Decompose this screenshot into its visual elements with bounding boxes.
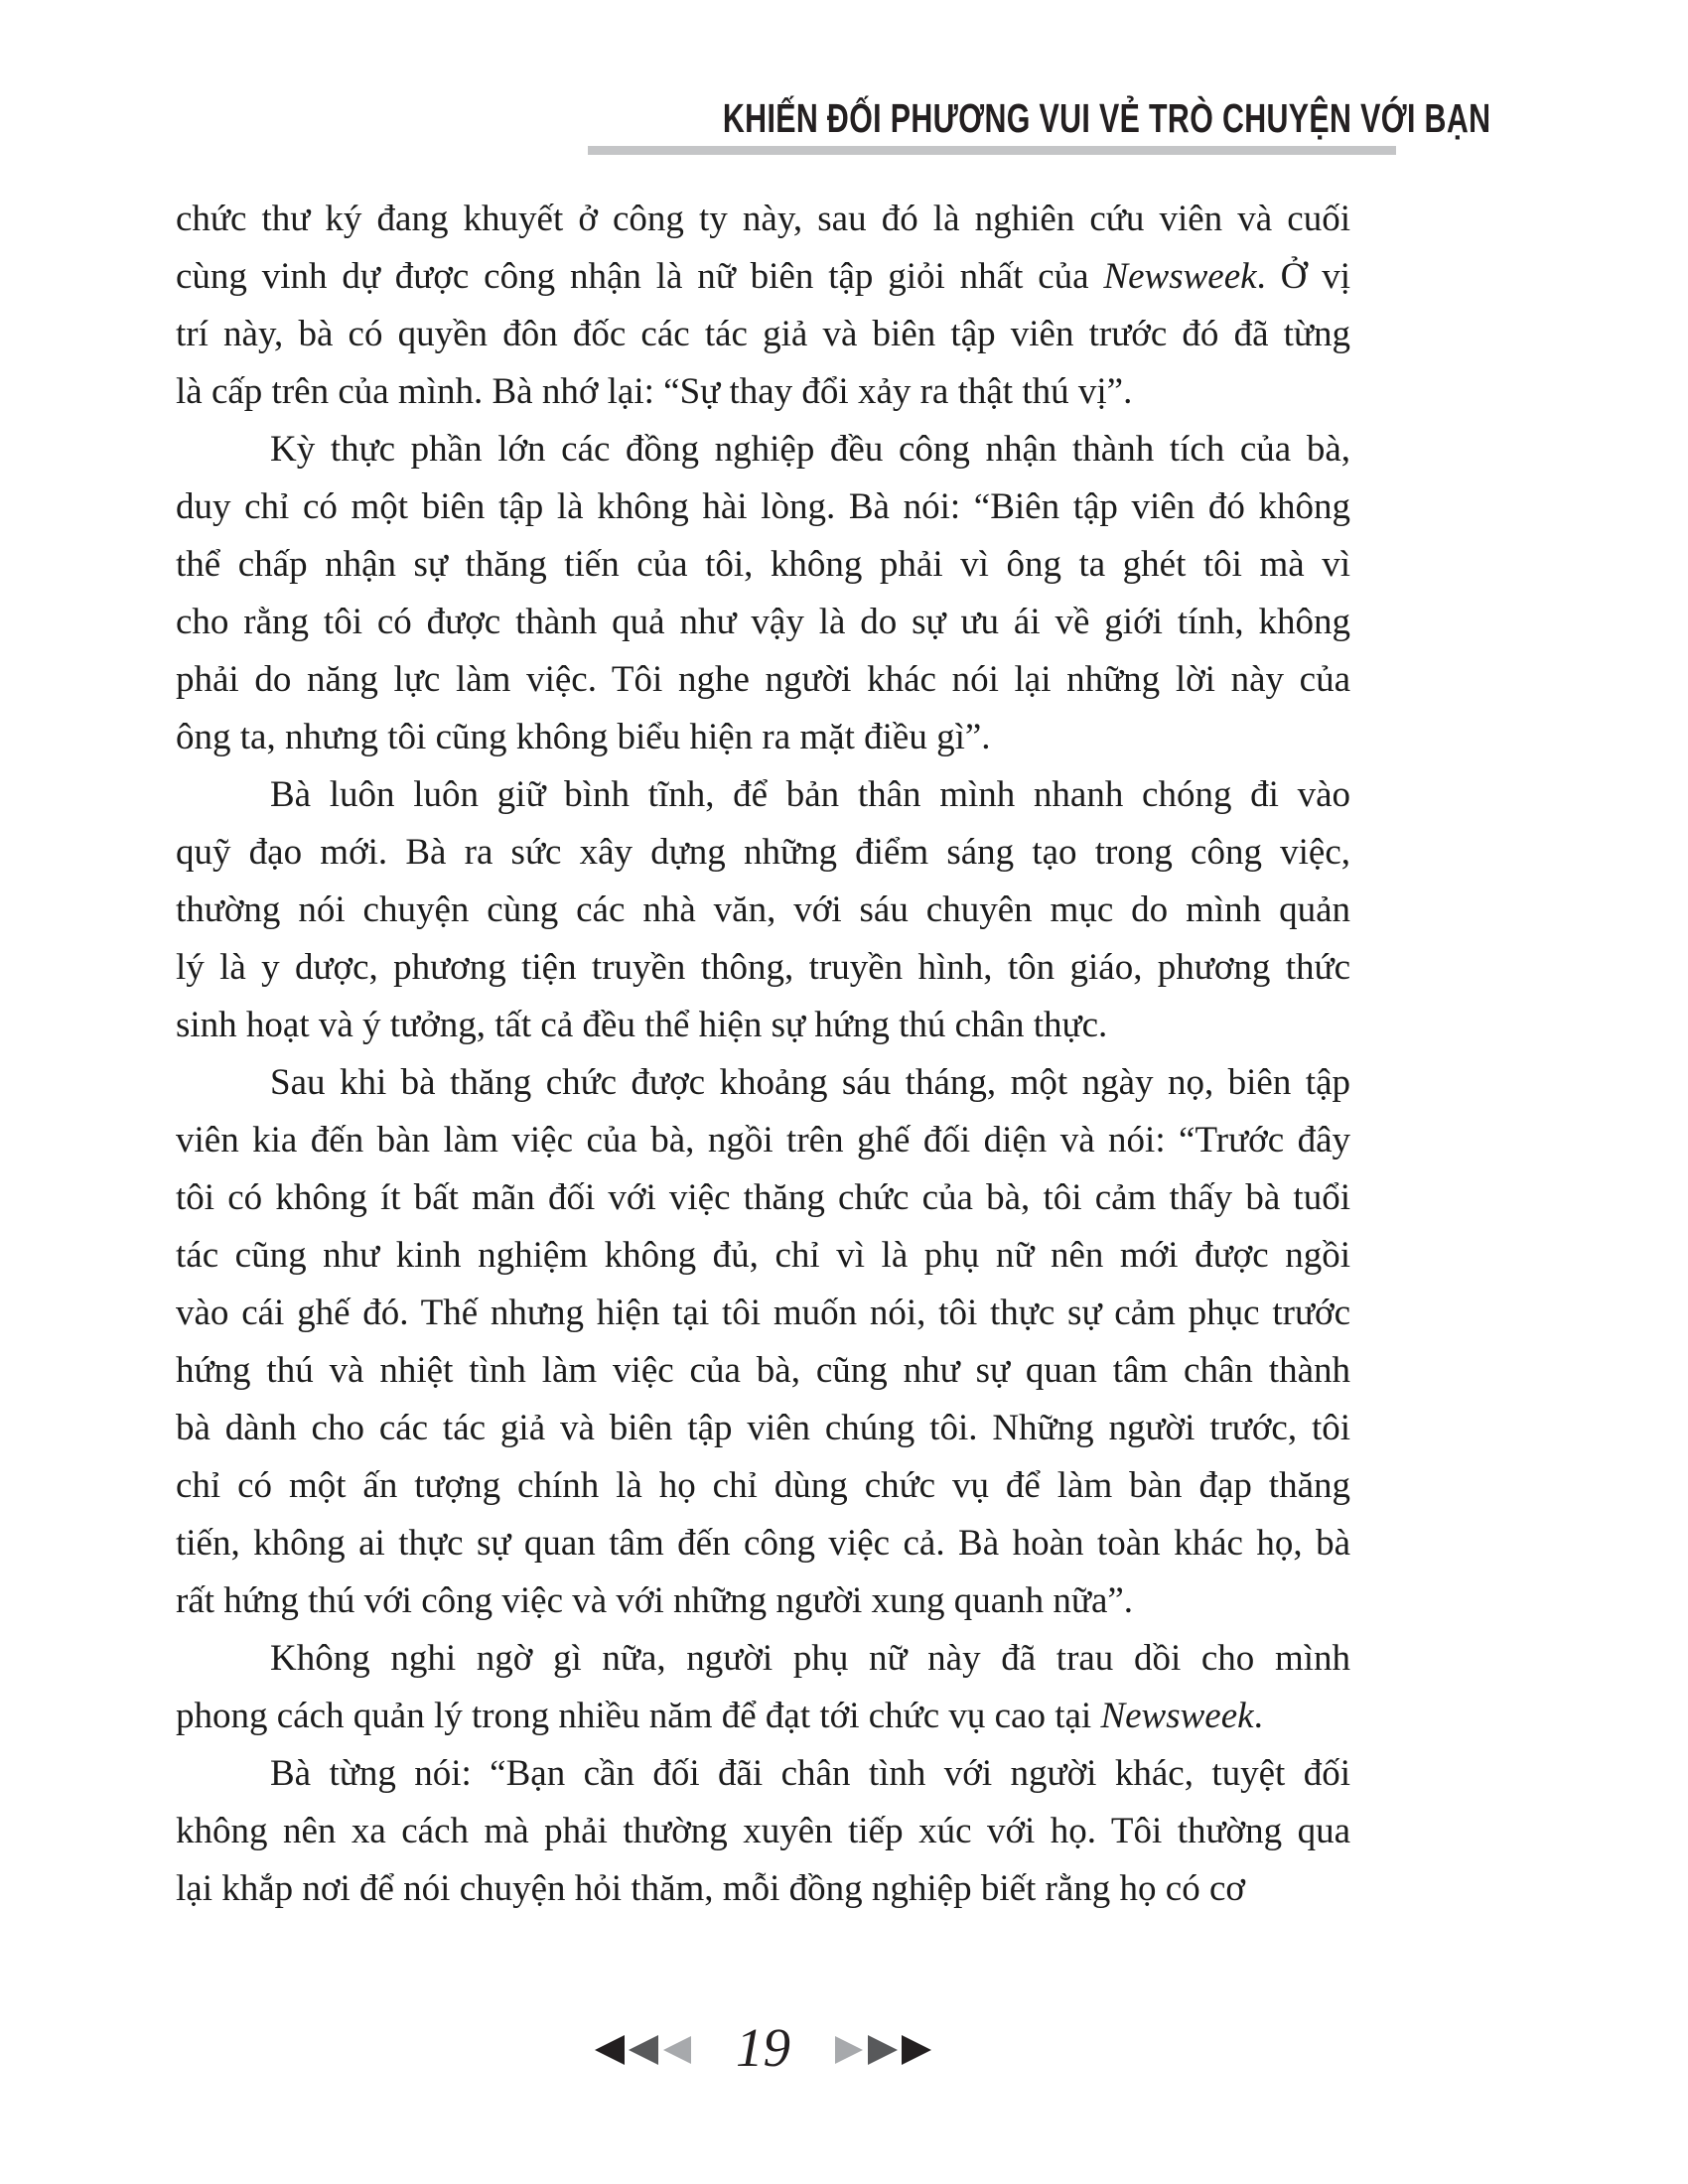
text-line xyxy=(176,651,1350,709)
body-text xyxy=(176,191,1350,1918)
text-segment: không nên xa cách mà phải thường xuyên tiếp xúc với họ. Tôi thường qua xyxy=(176,1811,1350,1851)
text-segment: viên kia đến bàn làm việc của bà, ngồi trên ghế đối diện và nói: “Trước đây xyxy=(176,1120,1350,1160)
text-segment: là cấp trên của mình. Bà nhớ lại: “Sự thay đổi xảy ra thật thú vị”. xyxy=(176,371,1133,412)
text-line xyxy=(176,766,1350,824)
text-line xyxy=(176,363,1350,421)
text-segment: ông ta, nhưng tôi cũng không biểu hiện ra mặt điều gì”. xyxy=(176,717,991,757)
text-line xyxy=(176,939,1350,997)
text-segment: rất hứng thú với công việc và với những người xung quanh nữa”. xyxy=(176,1580,1134,1621)
text-segment: lại khắp nơi để nói chuyện hỏi thăm, mỗi đồng nghiệp biết rằng họ có cơ xyxy=(176,1868,1245,1909)
text-segment: Sau khi bà thăng chức được khoảng sáu tháng, một ngày nọ, biên tập xyxy=(270,1062,1350,1103)
text-line xyxy=(176,1285,1350,1342)
text-line xyxy=(176,1803,1350,1860)
text-segment: chức thư ký đang khuyết ở công ty này, sau đó là nghiên cứu viên và cuối xyxy=(176,199,1350,239)
text-segment: hứng thú và nhiệt tình làm việc của bà, cũng như sự quan tâm chân thành xyxy=(176,1350,1350,1391)
header-title-text: KHIẾN ĐỐI PHƯƠNG VUI VẺ TRÒ CHUYỆN VỚI BẠN xyxy=(722,95,1491,141)
right-arrow-medium-icon xyxy=(868,2035,898,2065)
text-line xyxy=(176,1112,1350,1169)
text-line xyxy=(176,594,1350,651)
header-underline xyxy=(588,146,1396,155)
text-segment: tiến, không ai thực sự quan tâm đến công việc cả. Bà hoàn toàn khác họ, bà xyxy=(176,1523,1350,1564)
left-arrow-medium-icon xyxy=(629,2035,658,2065)
text-line xyxy=(176,1054,1350,1112)
text-line xyxy=(176,1745,1350,1803)
page-header xyxy=(588,95,1491,142)
text-line xyxy=(176,824,1350,882)
text-segment: tôi có không ít bất mãn đối với việc thăng chức của bà, tôi cảm thấy bà tuổi xyxy=(176,1177,1350,1218)
text-segment: thể chấp nhận sự thăng tiến của tôi, không phải vì ông ta ghét tôi mà vì xyxy=(176,544,1350,585)
text-line xyxy=(176,1572,1350,1630)
text-line xyxy=(176,1688,1350,1745)
text-segment: bà dành cho các tác giả và biên tập viên chúng tôi. Những người trước, tôi xyxy=(176,1408,1350,1448)
text-segment: Kỳ thực phần lớn các đồng nghiệp đều công nhận thành tích của bà, xyxy=(270,429,1350,470)
page-footer xyxy=(176,2015,1350,2085)
text-segment: thường nói chuyện cùng các nhà văn, với sáu chuyên mục do mình quản xyxy=(176,889,1350,930)
text-segment: Không nghi ngờ gì nữa, người phụ nữ này đã trau dồi cho mình xyxy=(270,1638,1350,1679)
text-line xyxy=(176,1860,1350,1918)
text-line xyxy=(176,306,1350,363)
right-arrow-dark-icon xyxy=(902,2035,931,2065)
page-number: 19 xyxy=(736,2016,790,2078)
text-segment: chỉ có một ấn tượng chính là họ chỉ dùng chức vụ để làm bàn đạp thăng xyxy=(176,1465,1350,1506)
text-segment: phải do năng lực làm việc. Tôi nghe người khác nói lại những lời này của xyxy=(176,659,1350,700)
text-line xyxy=(176,1227,1350,1285)
text-line xyxy=(176,709,1350,766)
text-segment: cùng vinh dự được công nhận là nữ biên tập giỏi nhất của xyxy=(176,256,1104,297)
text-line xyxy=(176,1515,1350,1572)
italic-text: Newsweek xyxy=(1103,256,1257,297)
text-segment: sinh hoạt và ý tưởng, tất cả đều thể hiện sự hứng thú chân thực. xyxy=(176,1005,1108,1045)
text-line xyxy=(176,997,1350,1054)
left-arrow-dark-icon xyxy=(595,2035,625,2065)
italic-text: Newsweek xyxy=(1100,1696,1254,1736)
text-segment: cho rằng tôi có được thành quả như vậy là do sự ưu ái về giới tính, không xyxy=(176,602,1350,642)
text-line xyxy=(176,1457,1350,1515)
text-line xyxy=(176,421,1350,478)
text-line xyxy=(176,1342,1350,1400)
text-line xyxy=(176,191,1350,248)
text-segment: Bà luôn luôn giữ bình tĩnh, để bản thân mình nhanh chóng đi vào xyxy=(270,774,1350,815)
text-segment: Bà từng nói: “Bạn cần đối đãi chân tình với người khác, tuyệt đối xyxy=(270,1753,1350,1794)
text-segment: vào cái ghế đó. Thế nhưng hiện tại tôi muốn nói, tôi thực sự cảm phục trước xyxy=(176,1293,1350,1333)
text-segment: . Ở vị xyxy=(1256,256,1350,297)
text-segment: . xyxy=(1253,1696,1263,1736)
text-segment: quỹ đạo mới. Bà ra sức xây dựng những điểm sáng tạo trong công việc, xyxy=(176,832,1350,873)
text-line xyxy=(176,478,1350,536)
right-arrows-icon xyxy=(834,2034,932,2066)
text-line xyxy=(176,536,1350,594)
text-segment: tác cũng như kinh nghiệm không đủ, chỉ vì là phụ nữ nên mới được ngồi xyxy=(176,1235,1350,1276)
text-line xyxy=(176,1169,1350,1227)
text-segment: trí này, bà có quyền đôn đốc các tác giả và biên tập viên trước đó đã từng xyxy=(176,314,1350,354)
left-arrows-icon xyxy=(594,2034,692,2066)
text-line xyxy=(176,1400,1350,1457)
text-line xyxy=(176,1630,1350,1688)
text-line xyxy=(176,882,1350,939)
text-segment: duy chỉ có một biên tập là không hài lòng. Bà nói: “Biên tập viên đó không xyxy=(176,486,1350,527)
text-segment: lý là y dược, phương tiện truyền thông, truyền hình, tôn giáo, phương thức xyxy=(176,947,1350,988)
right-arrow-light-icon xyxy=(835,2036,863,2064)
left-arrow-light-icon xyxy=(663,2036,691,2064)
text-line xyxy=(176,248,1350,306)
text-segment: phong cách quản lý trong nhiều năm để đạt tới chức vụ cao tại xyxy=(176,1696,1101,1736)
